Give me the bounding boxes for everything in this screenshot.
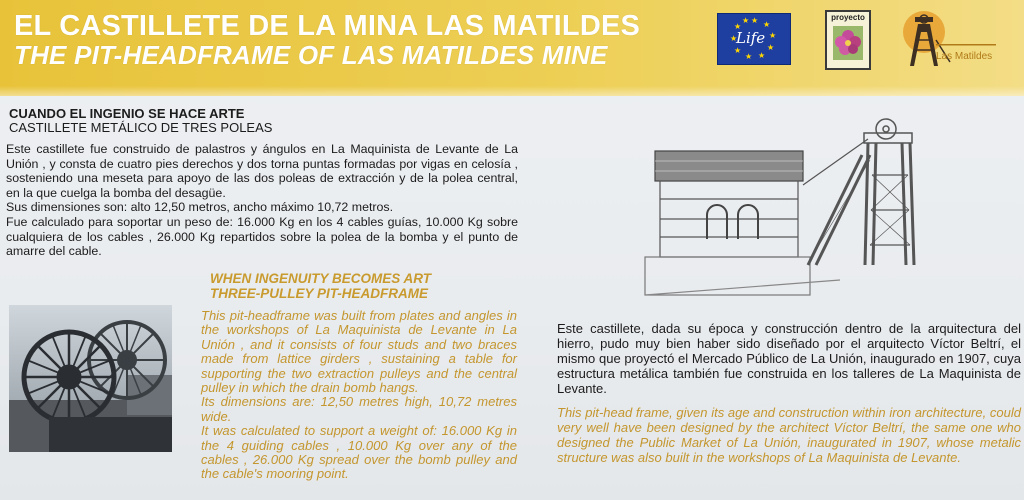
english-paragraph: Its dimensions are: 12,50 metres high, 10,72 metres wide. <box>201 394 517 424</box>
english-heading-subtitle: THREE-PULLEY PIT-HEADFRAME <box>210 286 429 301</box>
spanish-architect-paragraph: Este castillete, dada su época y construcción dentro de la arquitectura del hierro, pudo muy bien haber sido diseñado por el arquitecto Víctor Beltrí, el mismo que proyectó el Mercado Público de La Unión, inaugurado en 1907, cuya estructura metálica también fue construida en los talleres de La Maquinista de Levante. <box>557 321 1021 396</box>
spanish-paragraph: Fue calculado para soportar un peso de: 16.000 Kg en los 4 cables guías, 10.000 Kg sobre cualquiera de los cables , 26.000 Kg repartidos sobre la polea de la bomba y el punto de amarre del cable. <box>6 214 518 259</box>
title-spanish: EL CASTILLETE DE LA MINA LAS MATILDES <box>14 10 641 42</box>
star-icon: ★ <box>769 31 777 40</box>
star-icon: ★ <box>742 16 750 25</box>
star-icon: ★ <box>767 43 775 52</box>
english-paragraph: This pit-headframe was built from plates and angles in the workshops of La Maquinista de Levante in La Unión , and it consists of four studs and two braces made from lattice girders , sustaining a table for supporting the two extraction pulleys and the central pulley in which the drain bomb hangs. <box>201 308 517 396</box>
flower-icon <box>833 26 863 60</box>
life-label: Life <box>736 29 766 47</box>
headframe-drawing <box>640 115 920 300</box>
english-heading <box>210 271 431 301</box>
proyecto-label: proyecto <box>831 13 865 22</box>
star-icon: ★ <box>758 51 766 60</box>
english-paragraph: It was calculated to support a weight of: 16.000 Kg in the 4 guiding cables , 10.000 Kg over any of the cables , 26.000 Kg spread over the bomb pulley and the cable's mooring point. <box>201 423 517 482</box>
eu-life-logo <box>717 13 791 65</box>
star-icon: ★ <box>730 34 738 43</box>
star-icon: ★ <box>734 22 742 31</box>
star-icon: ★ <box>763 20 771 29</box>
star-icon: ★ <box>751 16 759 25</box>
pulley-wheels-photo <box>9 305 172 452</box>
spanish-paragraph: Este castillete fue construido de palastros y ángulos en La Maquinista de Levante de La Unión , y consta de cuatro pies derechos y dos torna puntas formadas por vigas en celosía , sosteniendo una meseta para apoyo de las dos poleas de extracción y de la polea central, en la que cuelga la bomba del desagüe. <box>6 142 518 200</box>
english-architect-paragraph: This pit-head frame, given its age and construction within iron architecture, could very well have been designed by the architect Víctor Beltrí, the same one who designed the Public Market of La Unión, inaugurated in 1907, whose metalic structure was also built in the workshops of La Maquinista de Levante. <box>557 405 1021 465</box>
spanish-heading-title: CUANDO EL INGENIO SE HACE ARTE <box>9 106 245 121</box>
spanish-description <box>6 142 518 259</box>
las-matildes-logo <box>898 10 998 70</box>
spanish-paragraph: Sus dimensiones son: alto 12,50 metros, ancho máximo 10,72 metros. <box>6 200 394 215</box>
star-icon: ★ <box>745 52 753 61</box>
spanish-heading <box>9 107 272 135</box>
english-description <box>201 309 517 482</box>
title-english: THE PIT-HEADFRAME OF LAS MATILDES MINE <box>14 40 608 70</box>
star-icon: ★ <box>734 46 742 55</box>
title-banner <box>0 0 1024 96</box>
las-matildes-label: Las Matildes <box>936 51 993 62</box>
english-heading-title: WHEN INGENUITY BECOMES ART <box>210 271 432 286</box>
proyecto-logo <box>825 10 871 70</box>
spanish-heading-subtitle: CASTILLETE METÁLICO DE TRES POLEAS <box>9 120 273 135</box>
